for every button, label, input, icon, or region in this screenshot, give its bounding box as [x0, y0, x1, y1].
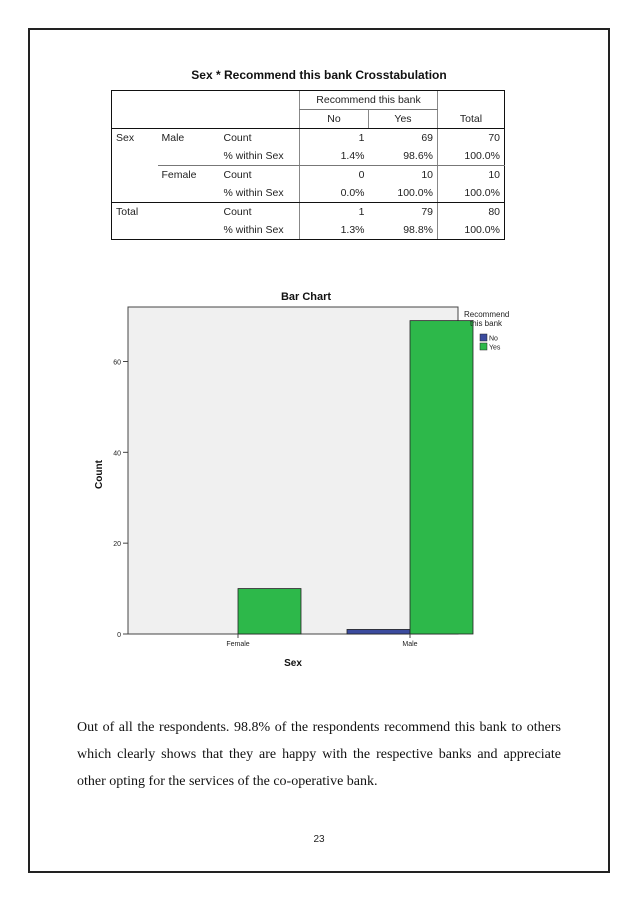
- y-axis-label: Count: [94, 460, 105, 489]
- stat-label: % within Sex: [220, 184, 300, 203]
- cell-value: 10: [438, 166, 505, 185]
- group-header: Recommend this bank: [300, 91, 438, 110]
- y-tick-label: 0: [117, 632, 121, 639]
- col-header-yes: Yes: [369, 110, 438, 129]
- y-tick-label: 20: [113, 541, 121, 549]
- legend-label-no: No: [489, 335, 498, 343]
- table-row: [112, 166, 505, 185]
- crosstab-table: [111, 90, 505, 240]
- bar-no-male: [347, 629, 410, 634]
- page-number: 23: [313, 834, 325, 845]
- cell-value: 1: [300, 129, 369, 148]
- crosstab-title: Sex * Recommend this bank Crosstabulation: [191, 68, 447, 82]
- legend-title: Recommend: [464, 310, 510, 319]
- cell-value: 80: [438, 203, 505, 222]
- stat-label: % within Sex: [220, 147, 300, 166]
- cell-value: 1: [300, 203, 369, 222]
- row-label-female: Female: [161, 169, 197, 181]
- empty-cell: [158, 221, 220, 240]
- table-row: [112, 203, 505, 222]
- cell-value: 1.4%: [300, 147, 369, 166]
- body-paragraph: Out of all the respondents. 98.8% of the respondents recommend this bank to others which clearly shows that they are happy with the respective banks and appreciate other opting for the services of the co-operative bank.: [77, 720, 561, 789]
- col-header-no: No: [300, 110, 369, 129]
- stat-label: % within Sex: [220, 221, 300, 240]
- stat-label: Count: [223, 132, 252, 144]
- cell-value: 69: [421, 132, 433, 144]
- cell-value: 0.0%: [300, 184, 369, 203]
- cell-value: 100.0%: [438, 184, 505, 203]
- legend-swatch-no: [480, 334, 487, 341]
- cell-value: 98.8%: [369, 221, 438, 240]
- cell-value: 70: [438, 129, 505, 148]
- empty-cell: [158, 203, 220, 222]
- legend-swatch-yes: [480, 343, 487, 350]
- table-row: [112, 129, 505, 148]
- col-header-total: Total: [438, 91, 505, 129]
- bar-yes-female: [238, 589, 301, 634]
- y-tick-label: 40: [113, 450, 121, 458]
- cell-value: 79: [421, 206, 433, 218]
- table-row: [112, 184, 505, 203]
- table-row: [112, 221, 505, 240]
- cell-value: 100.0%: [369, 184, 438, 203]
- cell-value: 98.6%: [369, 147, 438, 166]
- cell-value: 1.3%: [300, 221, 369, 240]
- stat-label: Count: [223, 169, 252, 181]
- cell-value: 10: [421, 169, 433, 181]
- chart-title: Bar Chart: [280, 291, 332, 303]
- legend-label-yes: Yes: [489, 344, 501, 352]
- row-label-male: Male: [161, 132, 185, 144]
- row-label-sex: Sex: [112, 129, 158, 148]
- legend-title: this bank: [470, 319, 503, 328]
- empty-cell: [158, 184, 220, 203]
- y-tick-label: 60: [113, 359, 121, 367]
- empty-cell: [112, 184, 158, 203]
- plot-area: [128, 307, 458, 634]
- empty-cell: [158, 147, 220, 166]
- x-axis-label: Sex: [284, 658, 302, 669]
- cell-value: 100.0%: [438, 221, 505, 240]
- table-row: [112, 91, 505, 110]
- bar-chart: [80, 282, 540, 677]
- empty-cell: [112, 166, 158, 185]
- row-label-total: Total: [112, 203, 158, 222]
- empty-cell: [112, 147, 158, 166]
- stat-label: Count: [223, 206, 252, 218]
- x-tick-label: Male: [402, 641, 418, 648]
- empty-cell: [112, 221, 158, 240]
- cell-value: 100.0%: [438, 147, 505, 166]
- bar-yes-male: [410, 321, 473, 634]
- table-corner-cell: [112, 91, 300, 129]
- table-row: [112, 147, 505, 166]
- x-tick-label: Female: [226, 641, 250, 648]
- cell-value: 0: [300, 166, 369, 185]
